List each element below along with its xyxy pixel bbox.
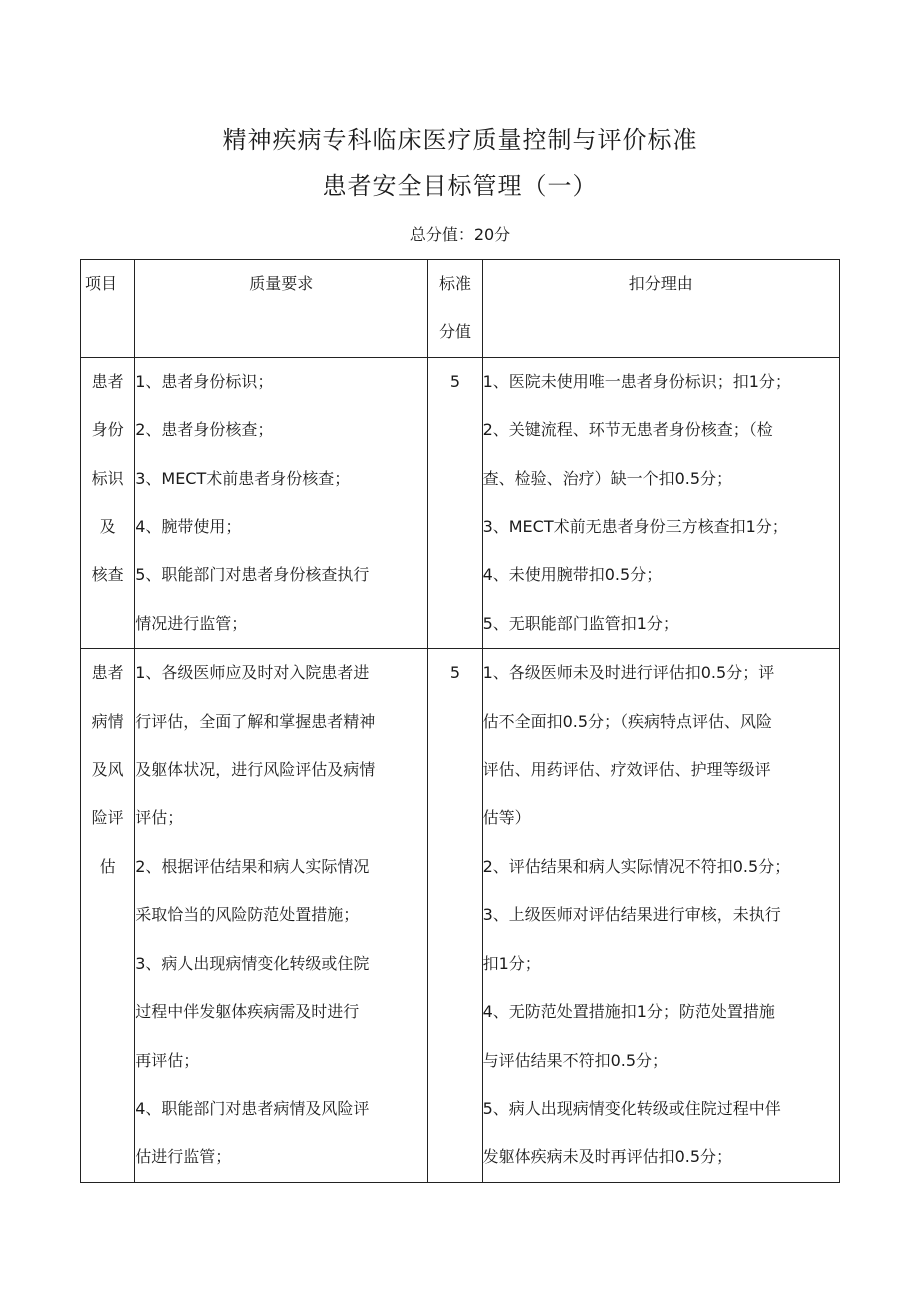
row-deduction — [482, 357, 839, 648]
deduction-line: 发躯体疾病未及时再评估扣0.5分； — [482, 1147, 733, 1167]
header-requirement: 质量要求 — [135, 260, 428, 358]
total-score: 总分值：20分 — [409, 225, 511, 244]
requirement-line: 4、腕带使用； — [135, 517, 242, 537]
table-row — [81, 357, 840, 648]
row-score: 5 — [428, 649, 482, 1182]
header-score-line2: 分值 — [438, 322, 471, 342]
deduction-line: 估不全面扣0.5分；（疾病特点评估、风险 — [482, 711, 773, 731]
deduction-line: 评估、用药评估、疗效评估、护理等级评 — [482, 760, 771, 780]
table-row — [81, 649, 840, 1182]
requirement-line: 行评估，全面了解和掌握患者精神 — [135, 711, 376, 731]
deduction-line: 扣1分； — [482, 953, 541, 973]
document-subtitle: 患者安全目标管理（一） — [322, 172, 598, 200]
deduction-line: 3、MECT术前无患者身份三方核查扣1分； — [482, 517, 788, 537]
deduction-line: 查、检验、治疗）缺一个扣0.5分； — [482, 468, 733, 488]
item-line: 险评 — [91, 808, 124, 828]
requirement-line: 1、各级医师应及时对入院患者进 — [135, 663, 370, 683]
requirement-line: 3、MECT术前患者身份核查； — [135, 468, 351, 488]
item-line: 及 — [99, 517, 116, 537]
deduction-line: 3、上级医师对评估结果进行审核，未执行 — [482, 905, 781, 925]
header-score — [428, 260, 482, 358]
item-line: 患者 — [91, 663, 124, 683]
item-line: 患者 — [91, 371, 124, 391]
item-line: 及风 — [91, 760, 124, 780]
header-score-line1: 标准 — [438, 274, 471, 293]
requirement-line: 3、病人出现病情变化转级或住院 — [135, 953, 370, 973]
deduction-line: 1、医院未使用唯一患者身份标识；扣1分； — [482, 371, 791, 391]
requirement-line: 1、患者身份标识； — [135, 371, 274, 391]
item-line: 标识 — [91, 468, 124, 488]
item-line: 病情 — [91, 711, 124, 731]
deduction-line: 5、无职能部门监管扣1分； — [482, 613, 679, 633]
item-line: 核查 — [91, 565, 124, 585]
requirement-line: 及躯体状况，进行风险评估及病情 — [135, 760, 376, 780]
deduction-line: 2、评估结果和病人实际情况不符扣0.5分； — [482, 856, 791, 876]
deduction-line: 2、关键流程、环节无患者身份核查；（检 — [482, 420, 773, 440]
requirement-line: 采取恰当的风险防范处置措施； — [135, 905, 360, 925]
row-score: 5 — [428, 357, 482, 648]
deduction-line: 1、各级医师未及时进行评估扣0.5分；评 — [482, 663, 775, 683]
requirement-line: 5、职能部门对患者身份核查执行 — [135, 565, 370, 585]
requirement-line: 2、根据评估结果和病人实际情况 — [135, 856, 370, 876]
header-deduction: 扣分理由 — [482, 260, 839, 358]
requirement-line: 情况进行监管； — [135, 613, 248, 633]
requirement-line: 评估； — [135, 808, 184, 828]
row-deduction — [482, 649, 839, 1182]
deduction-line: 4、无防范处置措施扣1分；防范处置措施 — [482, 1002, 775, 1022]
row-requirement — [135, 357, 428, 648]
item-line: 估 — [99, 856, 116, 876]
requirement-line: 再评估； — [135, 1050, 200, 1070]
requirement-line: 2、患者身份核查； — [135, 420, 274, 440]
requirement-line: 估进行监管； — [135, 1147, 232, 1167]
deduction-line: 4、未使用腕带扣0.5分； — [482, 565, 663, 585]
requirement-line: 4、职能部门对患者病情及风险评 — [135, 1098, 370, 1118]
deduction-line: 5、病人出现病情变化转级或住院过程中伴 — [482, 1098, 781, 1118]
requirement-line: 过程中伴发躯体疾病需及时进行 — [135, 1002, 360, 1022]
row-requirement — [135, 649, 428, 1182]
header-item: 项目 — [81, 260, 135, 358]
standards-table — [80, 259, 840, 1183]
row-item — [81, 649, 135, 1182]
table-header-row — [81, 260, 840, 358]
document-title: 精神疾病专科临床医疗质量控制与评价标准 — [222, 126, 698, 154]
deduction-line: 与评估结果不符扣0.5分； — [482, 1050, 669, 1070]
item-line: 身份 — [91, 420, 124, 440]
row-item — [81, 357, 135, 648]
deduction-line: 估等） — [482, 808, 531, 828]
